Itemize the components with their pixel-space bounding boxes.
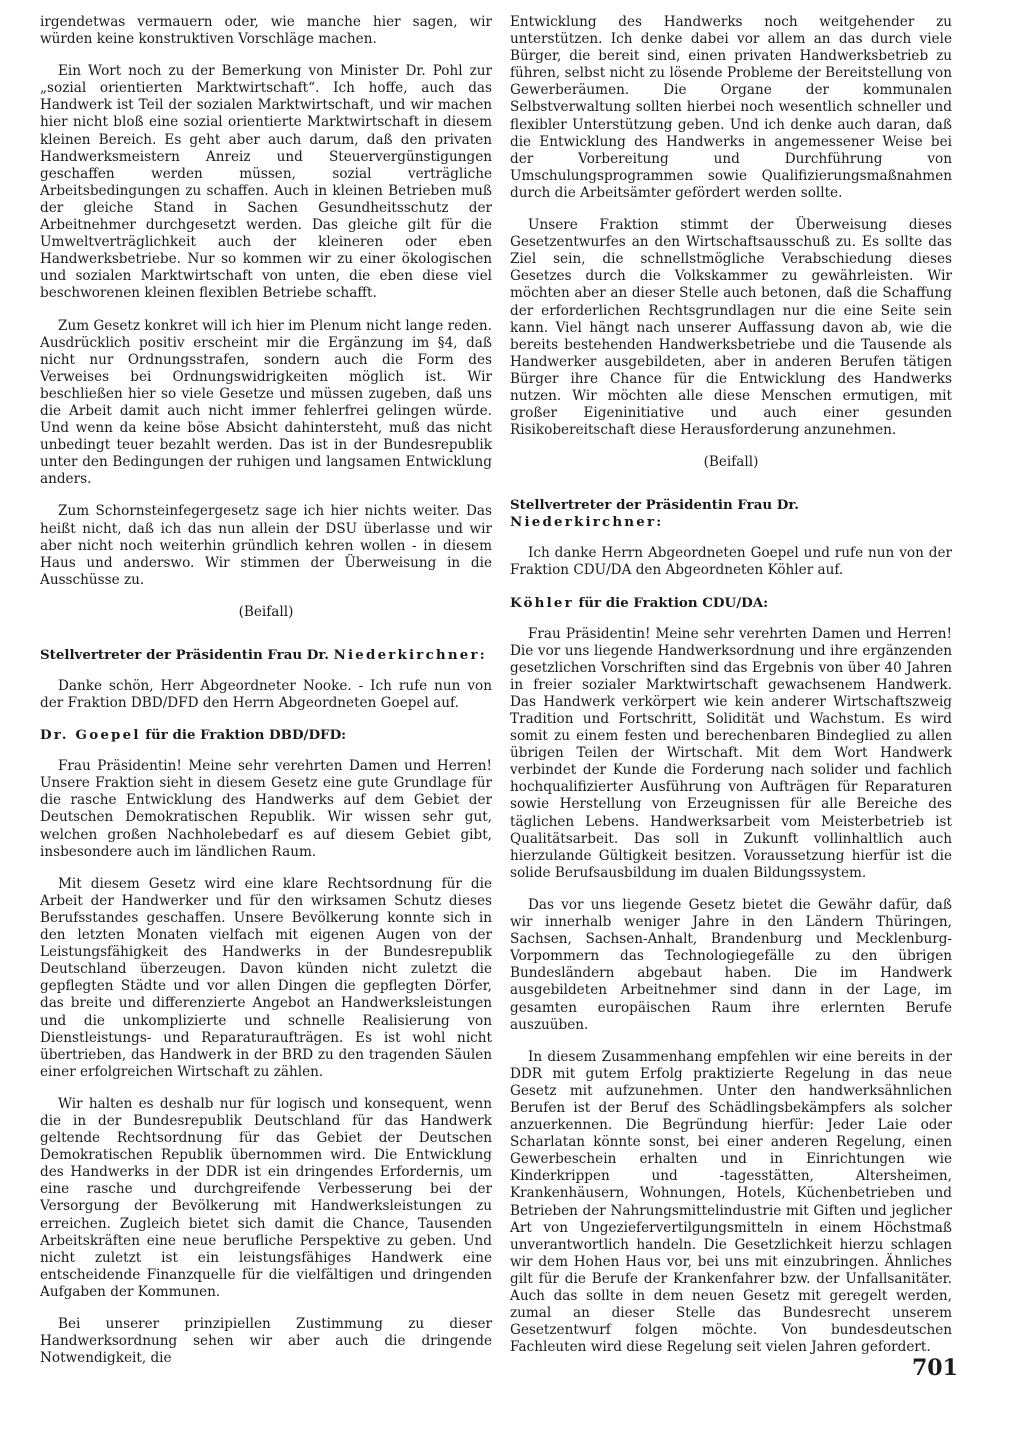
speaker-heading xyxy=(510,595,952,612)
speaker-faction: für die Fraktion CDU/DA: xyxy=(573,594,769,611)
applause-note: (Beifall) xyxy=(238,603,294,620)
paragraph: In diesem Zusammenhang empfehlen wir eine bereits in der DDR mit gutem Erfolg praktizierte Regelung in das neue Gesetz mit aufzunehmen. Unter den handwerksähnlichen Berufen ist der Beruf des Schädlingsbekämpfers als solcher anzuerkennen. Die Begründung hierfür: Jeder Laie oder Scharlatan könnte sonst, bei einer anderen Regelung, einen Gewerbeschein erhalten und in Einrichtungen wie Kinderkrippen und -tagesstätten, Altersheimen, Krankenhäusern, Wohnungen, Hotels, Küchenbetrieben und Betrieben der Nahrungsmittelindustrie mit Giften und jeglicher Art von Ungeziefervertilgungsmitteln in einem Höchstmaß unverantwortlich handeln. Die Gesetzlichkeit hierzu schlagen wir dem Hohen Haus vor, bei uns mit einzubringen. Ähnliches gilt für die Berufe der Krankenfahrer bzw. der Unfallsanitäter. Auch das sollte in dem neuen Gesetz mit geregelt werden, zumal an dieser Stelle das Bundesrecht unserem Gesetzentwurf folgen möchte. Von bundesdeutschen Fachleuten wird diese Regelung seit vielen Jahren gefordert. xyxy=(510,1048,952,1356)
speaker-name: Dr. Goepel xyxy=(40,727,141,744)
speaker-heading xyxy=(40,647,492,664)
paragraph: Frau Präsidentin! Meine sehr verehrten Damen und Herren! Die vor uns liegende Handwerksordnung und ihre ergänzenden gesetzlichen Vorschriften sind das Ergebnis von über 40 Jahren in freier sozialer Marktwirtschaft gewachsenem Handwerk. Das Handwerk verkörpert wie kein anderer Wirtschaftszweig Tradition und Fortschritt, Solidität und Wachstum. Es wird somit zu einem festen und berechenbaren Bindeglied zu allen übrigen Teilen der Wirtschaft. Mit dem Wort Handwerk verbindet der Kunde die Forderung nach solider und fachlich hochqualifizierter Ausführung von Aufträgen für Reparaturen sowie Herstellung von Erzeugnissen für alle Bereiche des täglichen Lebens. Handwerksarbeit vom Meisterbetrieb ist Qualitätsarbeit. Das soll in Zukunft vollinhaltlich auch hierzulande Gültigkeit besitzen. Voraussetzung hierfür ist die solide Berufsausbildung im dualen Bildungssystem. xyxy=(510,625,952,881)
paragraph: Mit diesem Gesetz wird eine klare Rechtsordnung für die Arbeit der Handwerker und für den wirksamen Schutz dieses Berufsstandes geschaffen. Unsere Bevölkerung konnte sich in den letzten Monaten vielfach mit eigenen Augen von der Leistungsfähigkeit des Handwerks in der Bundesrepublik Deutschland überzeugen. Davon künden nicht zuletzt die gepflegten Städte und vor allen Dingen die gepflegten Dörfer, das breite und differenzierte Angebot an Handwerksleistungen und die unkomplizierte und schnelle Realisierung von Dienstleistungs- und Reparaturaufträgen. Es ist wohl nicht übertrieben, das Handwerk in der BRD zu den tragenden Säulen einer erfolgreichen Wirtschaft zu zählen. xyxy=(40,875,492,1080)
paragraph: Unsere Fraktion stimmt der Überweisung dieses Gesetzentwurfes an den Wirtschaftsausschuß zu. Es sollte das Ziel sein, die schnellstmögliche Verabschiedung dieses Gesetzes durch die Volkskammer zu gewährleisten. Wir möchten aber an dieser Stelle auch betonen, daß die Schaffung der erforderlichen Rechtsgrundlagen nur die eine Seite sein kann. Viel hängt nach unserer Auffassung davon ab, wie die bereits bestehenden Handwerksbetriebe und die Tausende als Handwerker ausgebildeten, aber in anderen Berufen tätigen Bürger ihre Chance für die Entwicklung des Handwerks nutzen. Wir möchten alle diese Menschen ermutigen, mit großer Eigeninitiative und auch einer gesunden Risikobereitschaft diese Herausforderung anzunehmen. xyxy=(510,217,952,439)
speaker-faction: für die Fraktion DBD/DFD: xyxy=(140,727,347,744)
speaker-name: Niederkirchner xyxy=(510,514,657,531)
paragraph: Entwicklung des Handwerks noch weitgehender zu unterstützen. Ich denke dabei vor allem an das durch viele Bürger, die bereit sind, einen privaten Handwerksbetrieb zu führen, selbst nicht zu lösende Probleme der Bereitstellung von Gewerberäumen. Die Organe der kommunalen Selbstverwaltung sollten hierbei noch wesentlich schneller und flexibler Unterstützung geben. Und ich denke auch daran, daß die Entwicklung des Handwerks in angemessener Weise bei der Vorbereitung und Durchführung von Umschulungsprogrammen sowie Qualifizierungsmaßnahmen durch die Arbeitsämter gefördert werden sollte. xyxy=(510,14,952,201)
speaker-heading xyxy=(510,497,952,531)
left-column xyxy=(40,14,492,1382)
speaker-name: Köhler xyxy=(510,594,574,611)
paragraph: Frau Präsidentin! Meine sehr verehrten Damen und Herren! Unsere Fraktion sieht in diesem Gesetz eine gute Grundlage für die rasche Entwicklung des Handwerks auf dem Gebiet der Deutschen Demokratischen Republik. Wir wissen sehr gut, welchen großen Nachholebedarf es auf diesem Gebiet gibt, insbesondere auch im ländlichen Raum. xyxy=(40,758,492,860)
paragraph: Ich danke Herrn Abgeordneten Goepel und rufe nun von der Fraktion CDU/DA den Abgeordneten Köhler auf. xyxy=(510,545,952,579)
paragraph: irgendetwas vermauern oder, wie manche hier sagen, wir würden keine konstruktiven Vorschläge machen. xyxy=(40,14,492,48)
paragraph: Wir halten es deshalb nur für logisch und konsequent, wenn die in der Bundesrepublik Deutschland für das Handwerk geltende Rechtsordnung für das Gebiet der Deutschen Demokratischen Republik übernommen wird. Die Entwicklung des Handwerks in der DDR ist ein dringendes Erfordernis, um eine rasche und durchgreifende Verbesserung bei der Versorgung der Bevölkerung mit Handwerksleistungen zu erreichen. Zugleich bietet sich damit die Chance, Tausenden Arbeitskräften eine neue berufliche Perspektive zu geben. Und nicht zuletzt ist ein leistungsfähiges Handwerk eine entscheidende Finanzquelle für die vielfältigen und dringenden Aufgaben der Kommunen. xyxy=(40,1095,492,1300)
paragraph: Zum Gesetz konkret will ich hier im Plenum nicht lange reden. Ausdrücklich positiv erscheint mir die Ergänzung im §4, daß nicht nur Ordnungsstrafen, sondern auch die Form des Verweises bei Ordnungswidrigkeiten möglich ist. Wir beschließen hier so viele Gesetze und müssen zugeben, daß uns die Arbeit damit auch nicht immer fehlerfrei gelingen würde. Und wenn da keine böse Absicht dahintersteht, muß das nicht unbedingt teuer bezahlt werden. Das ist in der Bundesrepublik unter den Bedingungen der ruhigen und langsamen Entwicklung anders. xyxy=(40,317,492,488)
paragraph: Danke schön, Herr Abgeordneter Nooke. - Ich rufe nun von der Fraktion DBD/DFD den Herrn Abgeordneten Goepel auf. xyxy=(40,678,492,712)
applause-note: (Beifall) xyxy=(703,454,759,471)
speaker-role: Stellvertreter der Präsidentin Frau Dr. xyxy=(40,647,334,663)
speaker-colon: : xyxy=(479,647,485,663)
right-column xyxy=(510,14,952,1371)
paragraph: Das vor uns liegende Gesetz bietet die Gewähr dafür, daß wir innerhalb weniger Jahre in den Ländern Thüringen, Sachsen, Sachsen-Anhalt, Brandenburg und Mecklenburg-Vorpommern das Technologiegefälle zu den übrigen Bundesländern abgebaut haben. Die im Handwerk ausgebildeten Arbeitnehmer sind dann in der Lage, im gesamten europäischen Raum ihre erlernten Berufe auszuüben. xyxy=(510,896,952,1033)
speaker-role: Stellvertreter der Präsidentin Frau Dr. xyxy=(510,497,799,514)
speaker-colon: : xyxy=(656,514,662,531)
paragraph: Ein Wort noch zu der Bemerkung von Minister Dr. Pohl zur „sozial orientierten Marktwirtschaft“. Ich hoffe, auch das Handwerk ist Teil der sozialen Marktwirtschaft, und wir machen hier nicht bloß eine sozial orientierte Marktwirtschaft in diesem kleinen Bereich. Es geht aber auch darum, daß den privaten Handwerksmeistern Anreiz und Steuervergünstigungen geschaffen werden müssen, sozial verträgliche Arbeitsbedingungen zu schaffen. Auch in kleinen Betrieben muß der gleiche Stand in Sachen Gesundheitsschutz der Arbeitnehmer durchgesetzt werden. Das gleiche gilt für die Umweltverträglichkeit auch der kleineren oder eben Handwerksbetriebe. Nur so kommen wir zu einer ökologischen und sozialen Marktwirtschaft von unten, die eben diese viel beschworenen kleinen flexiblen Betriebe schafft. xyxy=(40,63,492,302)
speaker-name: Niederkirchner xyxy=(333,647,480,663)
paragraph: Bei unserer prinzipiellen Zustimmung zu dieser Handwerksordnung sehen wir aber auch die dringende Notwendigkeit, die xyxy=(40,1316,492,1367)
page-number: 701 xyxy=(912,1355,958,1381)
speaker-heading xyxy=(40,727,492,744)
paragraph: Zum Schornsteinfegergesetz sage ich hier nichts weiter. Das heißt nicht, daß ich das nun allein der DSU überlasse und wir aber nicht noch weiterhin gründlich kehren wollen - in diesem Haus und anderswo. Wir stimmen der Überweisung in die Ausschüsse zu. xyxy=(40,503,492,588)
